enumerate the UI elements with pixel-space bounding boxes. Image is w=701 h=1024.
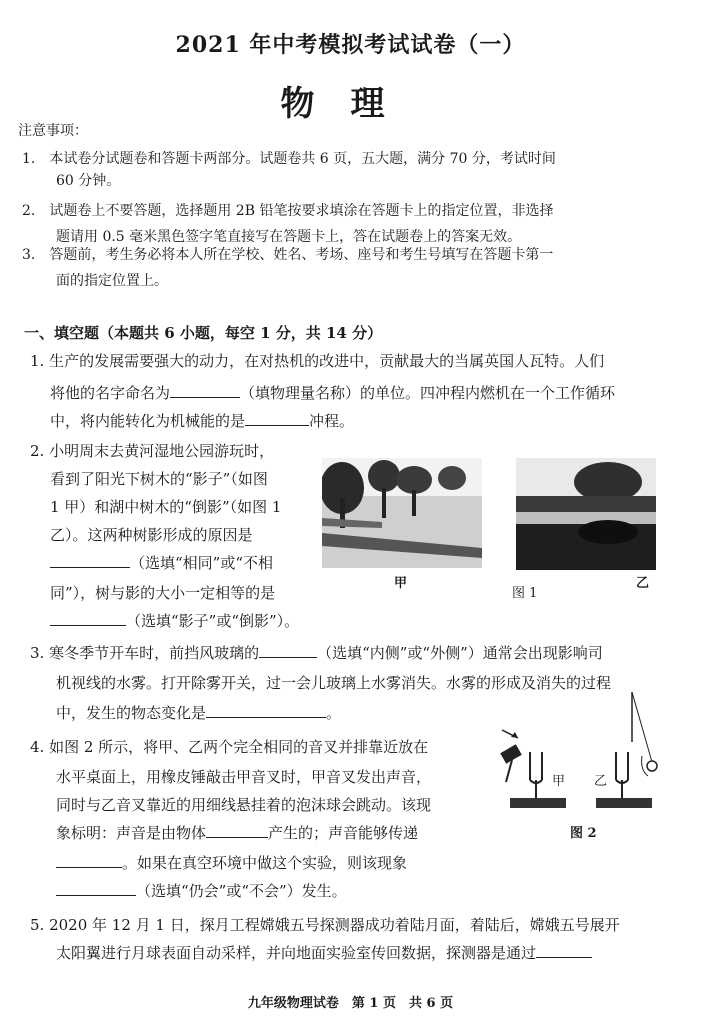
q2-text: （选填“相同”或“不相 (130, 554, 274, 572)
q2-line: 乙）。这两种树影形成的原因是 (50, 526, 253, 544)
q3-text: （选填“内侧”或“外侧”）通常会出现影响司 (317, 644, 603, 662)
answer-blank[interactable] (50, 611, 126, 626)
q3-text: 中，发生的物态变化是 (56, 704, 207, 722)
caption-a: 甲 (394, 576, 408, 591)
q2-line (50, 610, 299, 631)
q2-line: 看到了阳光下树木的“影子”（如图 (50, 470, 268, 488)
answer-blank[interactable] (170, 383, 240, 398)
shadow-photo (322, 458, 482, 568)
q4-text: （选填“仍会”或“不会”）发生。 (136, 882, 347, 900)
caption-b: 乙 (636, 576, 650, 591)
answer-blank[interactable] (206, 703, 326, 718)
note-line: 3. 答题前，考生务必将本人所在学校、姓名、考场、座号和考生号填写在答题卡第一 (22, 247, 554, 263)
answer-blank[interactable] (206, 823, 268, 838)
q1-line: 1. 生产的发展需要强大的动力，在对热机的改进中，贡献最大的当属英国人瓦特。人们 (30, 352, 605, 370)
fork-a-label: 甲 (552, 774, 566, 789)
figure-1-label: 图 1 (512, 586, 538, 601)
q4-line (56, 880, 347, 901)
q1-line (50, 382, 615, 403)
q1-line (50, 410, 354, 431)
note-line: 2. 试题卷上不要答题，选择题用 2B 铅笔按要求填涂在答题卡上的指定位置，非选择 (22, 203, 554, 219)
q5-text: 太阳翼进行月球表面自动采样，并向地面实验室传回数据，探测器是通过 (56, 944, 537, 962)
q1-text: （填物理量名称）的单位。四冲程内燃机在一个工作循环 (240, 384, 616, 402)
note-line: 题请用 0.5 毫米黑色签字笔直接写在答题卡上，答在试题卷上的答案无效。 (56, 229, 522, 245)
q3-line (56, 702, 341, 723)
q4-line: 水平桌面上，用橡皮锤敲击甲音叉时，甲音叉发出声音， (56, 768, 432, 786)
q1-text: 将他的名字命名为 (50, 384, 171, 402)
q3-line (30, 642, 603, 663)
figure-2-label: 图 2 (570, 826, 597, 841)
q2-line: 1 甲）和湖中树木的“倒影”（如图 1 (50, 498, 282, 516)
subject-title: 物理 (280, 84, 421, 124)
q1-text: 中，将内能转化为机械能的是 (50, 412, 246, 430)
note-line: 1. 本试卷分试题卷和答题卡两部分。试题卷共 6 页，五大题，满分 70 分，考试时间 (22, 151, 556, 167)
q2-text: （选填“影子”或“倒影”）。 (126, 612, 300, 630)
tuning-fork-figure (496, 690, 676, 820)
note-line: 60 分钟。 (56, 173, 121, 189)
q4-text: 产生的；声音能够传递 (268, 824, 419, 842)
q4-line: 4. 如图 2 所示，将甲、乙两个完全相同的音叉并排靠近放在 (30, 738, 429, 756)
q3-line: 机视线的水雾。打开除雾开关，过一会儿玻璃上水雾消失。水雾的形成及消失的过程 (56, 674, 612, 692)
q4-line (56, 852, 407, 873)
answer-blank[interactable] (536, 943, 592, 958)
answer-blank[interactable] (56, 881, 136, 896)
fork-b-label: 乙 (594, 774, 608, 789)
answer-blank[interactable] (259, 643, 317, 658)
q2-line: 同”），树与影的大小一定相等的是 (50, 584, 276, 602)
suspended-foam-ball (632, 692, 657, 776)
q5-line: 5. 2020 年 12 月 1 日，探月工程嫦娥五号探测器成功着陆月面，着陆后，嫦娥五号展开 (30, 916, 620, 934)
answer-blank[interactable] (245, 411, 309, 426)
q3-text: 。 (326, 704, 342, 722)
q5-line (56, 942, 592, 963)
section-heading: 一、填空题（本题共 6 小题，每空 1 分，共 14 分） (24, 324, 383, 342)
q4-line: 同时与乙音叉靠近的用细线悬挂着的泡沫球会跳动。该现 (56, 796, 432, 814)
q4-text: 象标明：声音是由物体 (56, 824, 207, 842)
note-line: 面的指定位置上。 (56, 273, 168, 289)
exam-title: 2021 年中考模拟考试试卷（一） (175, 32, 526, 58)
q2-line (50, 552, 273, 573)
rubber-hammer (500, 744, 522, 782)
q4-text: 。如果在真空环境中做这个实验，则该现象 (122, 854, 408, 872)
q3-text: 3. 寒冬季节开车时，前挡风玻璃的 (30, 644, 260, 662)
answer-blank[interactable] (56, 853, 122, 868)
q2-line: 2. 小明周末去黄河湿地公园游玩时， (30, 442, 275, 460)
reflection-photo (516, 458, 656, 570)
q4-line (56, 822, 418, 843)
answer-blank[interactable] (50, 553, 130, 568)
page-footer: 九年级物理试卷 第 1 页 共 6 页 (247, 996, 454, 1011)
notes-heading: 注意事项： (18, 123, 88, 139)
q1-text: 冲程。 (309, 412, 355, 430)
